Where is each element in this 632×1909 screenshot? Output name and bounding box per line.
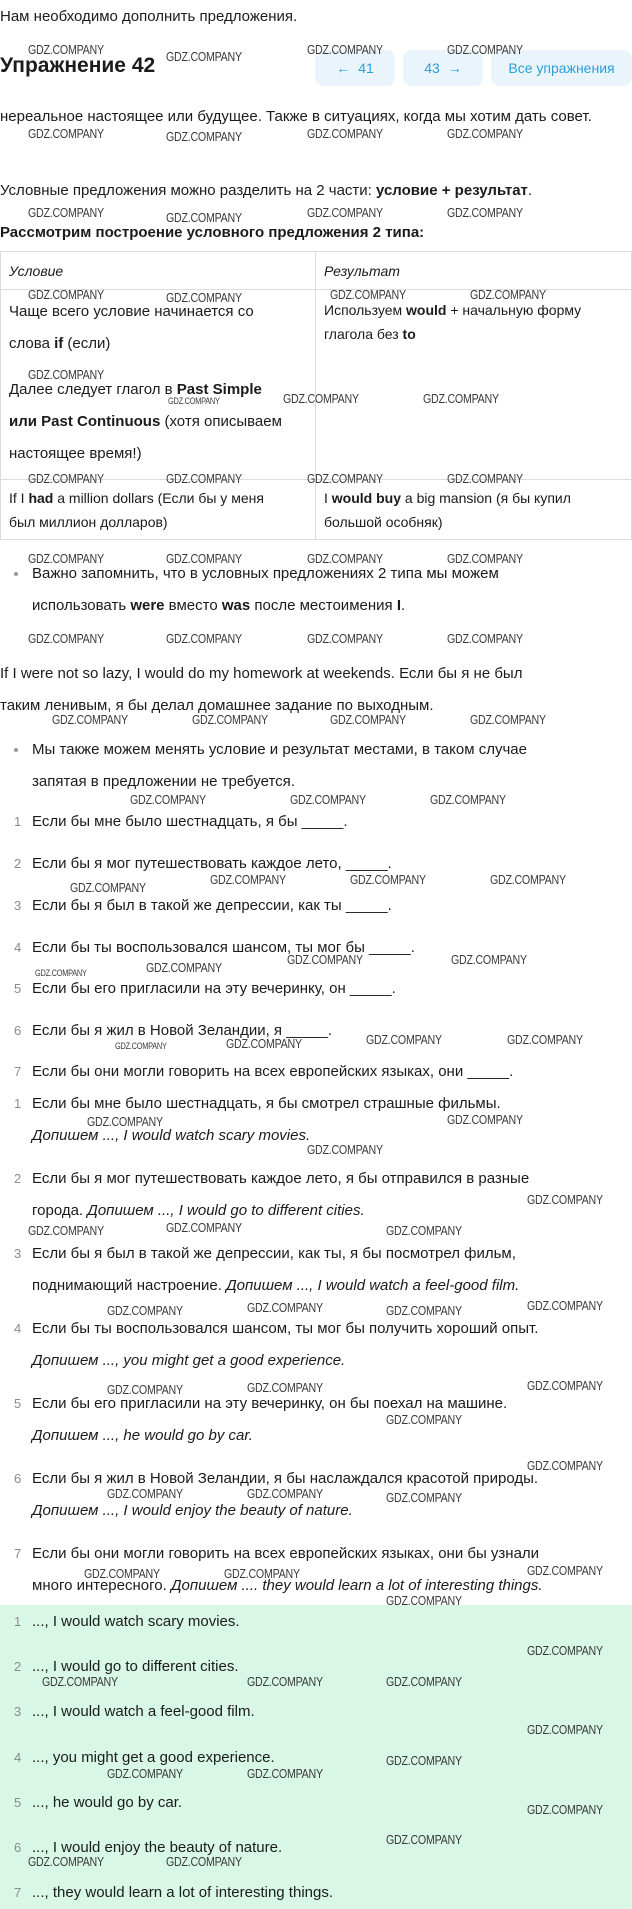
theory-parts-bold: условие + результат	[376, 182, 528, 199]
watermark: GDZ.COMPANY	[130, 792, 206, 807]
task-item: 5 Если бы его пригласили на эту вечеринку, он _____.	[14, 980, 396, 997]
watermark: GDZ.COMPANY	[447, 1112, 523, 1127]
watermark: GDZ.COMPANY	[307, 205, 383, 220]
watermark: GDZ.COMPANY	[70, 880, 146, 895]
watermark: GDZ.COMPANY	[451, 952, 527, 967]
note-bullet	[14, 734, 527, 798]
watermark: GDZ.COMPANY	[447, 631, 523, 646]
watermark: GDZ.COMPANY	[247, 1674, 323, 1689]
note-line: использовать were вместо was после местоимения I.	[32, 597, 406, 614]
watermark: GDZ.COMPANY	[166, 210, 242, 225]
table-cell-example-condition	[1, 480, 316, 540]
watermark: GDZ.COMPANY	[350, 872, 426, 887]
watermark: GDZ.COMPANY	[28, 551, 104, 566]
watermark: GDZ.COMPANY	[290, 792, 366, 807]
example-result-line: большой особняк)	[324, 514, 443, 530]
explained-item: 6 Если бы я жил в Новой Зеландии, я бы наслаждался красотой природы. Допишем ..., I would enjoy the beauty of nature.	[14, 1470, 539, 1519]
table-cell-example-result	[316, 480, 632, 540]
conditional-table	[0, 251, 632, 540]
watermark: GDZ.COMPANY	[527, 1643, 603, 1658]
watermark: GDZ.COMPANY	[107, 1486, 183, 1501]
answer-item: 3 ..., I would watch a feel-good film.	[14, 1703, 255, 1720]
watermark: GDZ.COMPANY	[527, 1802, 603, 1817]
explained-item: 1 Если бы мне было шестнадцать, я бы смотрел страшные фильмы. Допишем ..., I would watch scary movies.	[14, 1095, 501, 1144]
watermark: GDZ.COMPANY	[507, 1032, 583, 1047]
example-cond-line: If I had a million dollars (Если бы у меня	[9, 490, 264, 506]
watermark: GDZ.COMPANY	[366, 1032, 442, 1047]
watermark: GDZ.COMPANY	[430, 792, 506, 807]
watermark: GDZ.COMPANY	[307, 471, 383, 486]
watermark: GDZ.COMPANY	[226, 1036, 302, 1051]
watermark: GDZ.COMPANY	[166, 551, 242, 566]
watermark: GDZ.COMPANY	[287, 952, 363, 967]
intro-text: Нам необходимо дополнить предложения.	[0, 8, 298, 25]
theory-paragraph: нереальное настоящее или будущее. Также в ситуациях, когда мы хотим дать совет.	[0, 108, 592, 125]
watermark: GDZ.COMPANY	[386, 1490, 462, 1505]
theory-heading: Рассмотрим построение условного предложения 2 типа:	[0, 224, 425, 241]
task-item: 1 Если бы мне было шестнадцать, я бы _____.	[14, 813, 348, 830]
watermark: GDZ.COMPANY	[447, 42, 523, 57]
theory-parts-paragraph	[0, 182, 532, 200]
watermark: GDZ.COMPANY	[386, 1674, 462, 1689]
note-line: Мы также можем менять условие и результат местами, в таком случае	[32, 741, 527, 758]
table-head-condition: Условие	[1, 252, 316, 290]
table-cell-result	[316, 290, 632, 480]
watermark: GDZ.COMPANY	[87, 1114, 163, 1129]
next-exercise-button[interactable]	[403, 50, 483, 86]
watermark: GDZ.COMPANY	[28, 126, 104, 141]
prev-exercise-button[interactable]	[315, 50, 395, 86]
answer-item: 7 ..., they would learn a lot of interesting things.	[14, 1884, 334, 1901]
note-line: Важно запомнить, что в условных предложениях 2 типа мы можем	[32, 565, 499, 582]
cond-line: или Past Continuous (хотя описываем	[9, 413, 282, 430]
watermark: GDZ.COMPANY	[107, 1303, 183, 1318]
arrow-right-icon: →	[447, 60, 462, 76]
watermark: GDZ.COMPANY	[470, 712, 546, 727]
explained-item: 3 Если бы я был в такой же депрессии, как ты, я бы посмотрел фильм, поднимающий настроение. Допишем ..., I would watch a feel-good film.	[14, 1245, 520, 1294]
watermark: GDZ.COMPANY	[166, 129, 242, 144]
watermark: GDZ.COMPANY	[28, 631, 104, 646]
watermark: GDZ.COMPANY	[166, 290, 242, 305]
watermark: GDZ.COMPANY	[527, 1378, 603, 1393]
task-item: 2 Если бы я мог путешествовать каждое лето, _____.	[14, 855, 392, 872]
watermark: GDZ.COMPANY	[166, 1854, 242, 1869]
task-item: 6 Если бы я жил в Новой Зеландии, я _____.	[14, 1022, 333, 1039]
watermark: GDZ.COMPANY	[35, 968, 87, 978]
watermark: GDZ.COMPANY	[470, 287, 546, 302]
watermark: GDZ.COMPANY	[28, 471, 104, 486]
watermark: GDZ.COMPANY	[247, 1380, 323, 1395]
watermark: GDZ.COMPANY	[210, 872, 286, 887]
task-item: 4 Если бы ты воспользовался шансом, ты мог бы _____.	[14, 939, 415, 956]
result-line: Используем would + начальную форму	[324, 302, 582, 318]
task-item: 3 Если бы я был в такой же депрессии, как ты _____.	[14, 897, 392, 914]
note-line: запятая в предложении не требуется.	[32, 773, 295, 790]
all-exercises-label: Все упражнения	[508, 60, 615, 76]
task-item: 7 Если бы они могли говорить на всех европейских языках, они _____.	[14, 1063, 514, 1080]
watermark: GDZ.COMPANY	[386, 1753, 462, 1768]
example-line: If I were not so lazy, I would do my homework at weekends. Если бы я не был	[0, 665, 523, 682]
watermark: GDZ.COMPANY	[527, 1722, 603, 1737]
watermark: GDZ.COMPANY	[28, 367, 104, 382]
result-line: глагола без to	[324, 326, 416, 342]
answer-item: 1 ..., I would watch scary movies.	[14, 1613, 240, 1630]
answer-item: 4 ..., you might get a good experience.	[14, 1749, 275, 1766]
watermark: GDZ.COMPANY	[447, 471, 523, 486]
watermark: GDZ.COMPANY	[42, 1674, 118, 1689]
table-head-result: Результат	[316, 252, 632, 290]
exercise-header	[0, 50, 632, 86]
example-result-line: I would buy a big mansion (я бы купил	[324, 490, 571, 506]
theory-parts-text: Условные предложения можно разделить на 2 части:	[0, 182, 376, 199]
explained-item: 2 Если бы я мог путешествовать каждое лето, я бы отправился в разные города. Допишем ..., I would go to different cities.	[14, 1170, 530, 1219]
cond-line: Далее следует глагол в Past Simple	[9, 381, 262, 398]
cond-line: Чаще всего условие начинается со	[9, 303, 254, 320]
watermark: GDZ.COMPANY	[247, 1766, 323, 1781]
watermark: GDZ.COMPANY	[146, 960, 222, 975]
cond-line: настоящее время!)	[9, 445, 142, 462]
watermark: GDZ.COMPANY	[166, 49, 242, 64]
watermark: GDZ.COMPANY	[166, 471, 242, 486]
watermark: GDZ.COMPANY	[192, 712, 268, 727]
explained-item: 5 Если бы его пригласили на эту вечеринку, он бы поехал на машине. Допишем ..., he would go by car.	[14, 1395, 508, 1444]
watermark: GDZ.COMPANY	[527, 1458, 603, 1473]
watermark: GDZ.COMPANY	[307, 126, 383, 141]
watermark: GDZ.COMPANY	[307, 1142, 383, 1157]
watermark: GDZ.COMPANY	[330, 712, 406, 727]
arrow-left-icon: ←	[336, 60, 351, 76]
watermark: GDZ.COMPANY	[307, 631, 383, 646]
watermark: GDZ.COMPANY	[52, 712, 128, 727]
watermark: GDZ.COMPANY	[307, 42, 383, 57]
theory-parts-end: .	[527, 182, 533, 199]
watermark: GDZ.COMPANY	[224, 1566, 300, 1581]
watermark: GDZ.COMPANY	[307, 551, 383, 566]
example-sentence	[0, 658, 522, 722]
watermark: GDZ.COMPANY	[447, 551, 523, 566]
answer-item: 5 ..., he would go by car.	[14, 1794, 183, 1811]
watermark: GDZ.COMPANY	[330, 287, 406, 302]
page-title: Упражнение 42	[0, 54, 156, 77]
watermark: GDZ.COMPANY	[247, 1300, 323, 1315]
watermark: GDZ.COMPANY	[28, 42, 104, 57]
bullet-dot-icon	[14, 572, 18, 576]
explained-item: 4 Если бы ты воспользовался шансом, ты мог бы получить хороший опыт. Допишем ..., you might get a good experience.	[14, 1320, 539, 1369]
watermark: GDZ.COMPANY	[84, 1566, 160, 1581]
watermark: GDZ.COMPANY	[247, 1486, 323, 1501]
prev-exercise-label: 41	[358, 60, 374, 76]
watermark: GDZ.COMPANY	[386, 1303, 462, 1318]
watermark: GDZ.COMPANY	[168, 396, 220, 406]
watermark: GDZ.COMPANY	[28, 287, 104, 302]
next-exercise-label: 43	[424, 60, 440, 76]
example-cond-line: был миллион долларов)	[9, 514, 168, 530]
watermark: GDZ.COMPANY	[447, 205, 523, 220]
watermark: GDZ.COMPANY	[166, 631, 242, 646]
example-line: таким ленивым, я бы делал домашнее задание по выходным.	[0, 697, 434, 714]
watermark: GDZ.COMPANY	[423, 391, 499, 406]
note-bullet	[14, 558, 499, 622]
all-exercises-button[interactable]	[491, 50, 632, 86]
watermark: GDZ.COMPANY	[447, 126, 523, 141]
table-cell-condition	[1, 290, 316, 480]
bullet-dot-icon	[14, 748, 18, 752]
watermark: GDZ.COMPANY	[115, 1041, 167, 1051]
watermark: GDZ.COMPANY	[107, 1766, 183, 1781]
watermark: GDZ.COMPANY	[527, 1298, 603, 1313]
explained-item: 7 Если бы они могли говорить на всех европейских языках, они бы узнали много интересного. Допишем .... they would learn a lot of interesting things.	[14, 1545, 543, 1594]
watermark: GDZ.COMPANY	[28, 205, 104, 220]
watermark: GDZ.COMPANY	[28, 1854, 104, 1869]
watermark: GDZ.COMPANY	[166, 1220, 242, 1235]
answer-item: 2 ..., I would go to different cities.	[14, 1658, 239, 1675]
watermark: GDZ.COMPANY	[490, 872, 566, 887]
cond-line: слова if (если)	[9, 335, 111, 352]
answer-item: 6 ..., I would enjoy the beauty of nature.	[14, 1839, 283, 1856]
watermark: GDZ.COMPANY	[386, 1412, 462, 1427]
watermark: GDZ.COMPANY	[386, 1223, 462, 1238]
watermark: GDZ.COMPANY	[527, 1192, 603, 1207]
watermark: GDZ.COMPANY	[386, 1832, 462, 1847]
watermark: GDZ.COMPANY	[527, 1563, 603, 1578]
watermark: GDZ.COMPANY	[283, 391, 359, 406]
watermark: GDZ.COMPANY	[386, 1593, 462, 1608]
watermark: GDZ.COMPANY	[107, 1382, 183, 1397]
watermark: GDZ.COMPANY	[28, 1223, 104, 1238]
